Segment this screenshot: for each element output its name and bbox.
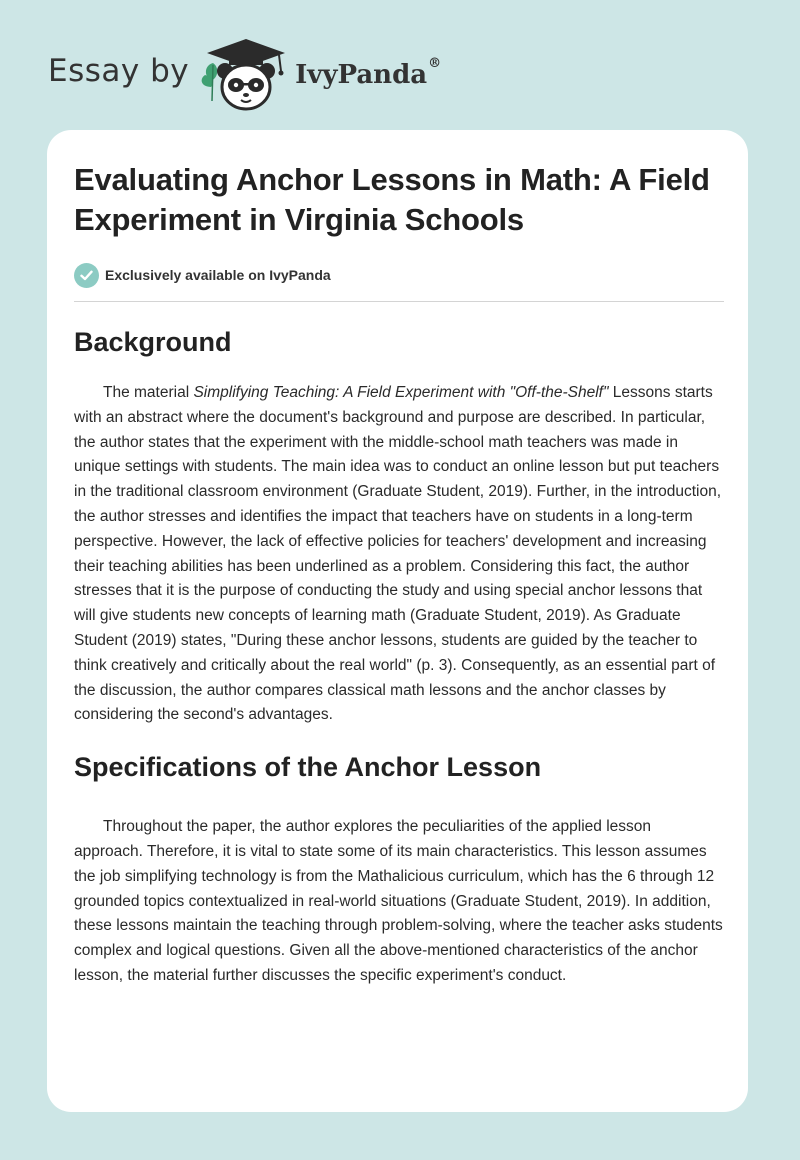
cited-title: Simplifying Teaching: A Field Experiment with "Off-the-Shelf" [193,384,609,401]
title-divider [74,301,724,302]
paragraph-text: The material [103,384,194,401]
essay-card [47,130,748,1112]
specifications-paragraph: Throughout the paper, the author explores the peculiarities of the applied lesson approach. Therefore, it is vital to state some of its main characteristics. This lesson assumes the job simplifying technology is from the Mathalicious curriculum, which has the 6 through 12 grounded topics contextualized in real-world situations (Graduate Student, 2019). In addition, these lessons maintain the teaching through problem-solving, where the teacher asks students complex and logical questions. Given all the above-mentioned characteristics of the anchor lesson, the material further discusses the specific experiment's conduct. [74,818,723,984]
essay-by-label: Essay by [48,53,190,89]
site-header [48,34,508,114]
checkmark-icon [74,263,99,288]
panda-graduate-icon[interactable] [201,37,291,111]
essay-content [74,160,724,989]
section-heading-background: Background [74,327,232,357]
section-heading-specifications: Specifications of the Anchor Lesson [74,752,542,783]
exclusive-label: Exclusively available on IvyPanda [105,267,331,283]
brand-text: IvyPanda [295,60,428,90]
exclusive-badge [74,262,724,288]
registered-mark: ® [428,56,442,71]
brand-name[interactable] [295,56,442,90]
paragraph-text: Lessons starts with an abstract where the document's background and purpose are described. In particular, the author states that the experiment with the middle-school math teachers was made in unique settings with students. The main idea was to conduct an online lesson but put teachers in the traditional classroom environment (Graduate Student, 2019). Further, in the introduction, the author stresses and identifies the impact that teachers have on students in a long-term perspective. However, the lack of effective policies for teachers' development and increasing their teaching abilities has been underlined as a problem. Considering this fact, the author stresses that it is the purpose of conducting the study and using special anchor lessons that will give students new concepts of learning math (Graduate Student, 2019). As Graduate Student (2019) states, "During these anchor lessons, students are guided by the teacher to think creatively and critically about the real world" (p. 3). Consequently, as an essential part of the discussion, the author compares classical math lessons and the anchor classes by considering the second's advantages. [74,384,722,724]
essay-title: Evaluating Anchor Lessons in Math: A Field Experiment in Virginia Schools [74,162,710,237]
background-paragraph [74,381,724,728]
